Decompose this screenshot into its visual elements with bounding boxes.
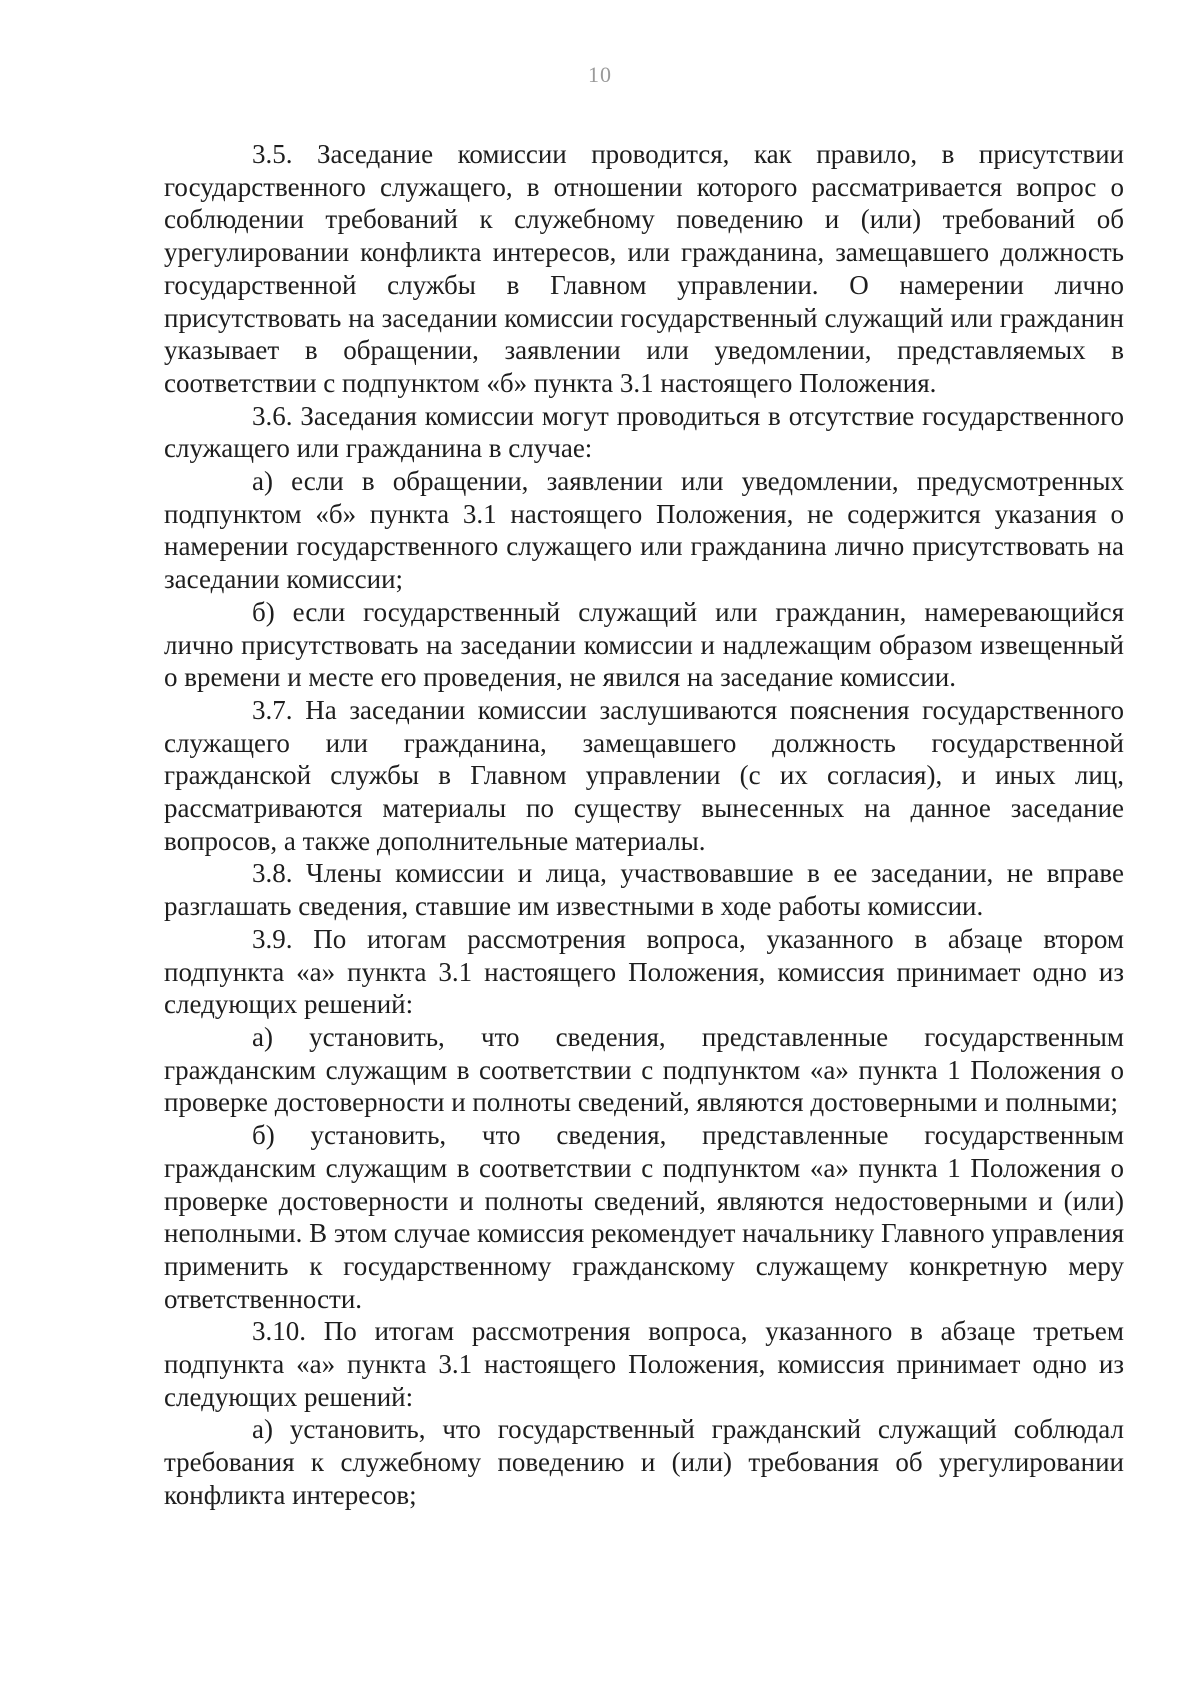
paragraph-3-6-b: б) если государственный служащий или гражданин, намеревающийся лично присутствовать на заседании комиссии и надлежащим образом извещенный о времени и месте его проведения, не явился на заседание комиссии. xyxy=(164,596,1124,693)
paragraph-3-9-a: а) установить, что сведения, представленные государственным гражданским служащим в соответствии с подпунктом «а» пункта 1 Положения о проверке достоверности и полноты сведений, являются достоверными и полными; xyxy=(164,1021,1124,1118)
paragraph-3-6-a: а) если в обращении, заявлении или уведомлении, предусмотренных подпунктом «б» пункта 3.1 настоящего Положения, не содержится указания о намерении государственного служащего или гражданина лично присутствовать на заседании комиссии; xyxy=(164,466,1124,595)
document-body xyxy=(164,138,1124,1512)
paragraph-3-5: 3.5. Заседание комиссии проводится, как правило, в присутствии государственного служащего, в отношении которого рассматривается вопрос о соблюдении требований к служебному поведению и (или) требований об урегулировании конфликта интересов, или гражданина, замещавшего должность государственной службы в Главном управлении. О намерении лично присутствовать на заседании комиссии государственный служащий или гражданин указывает в обращении, заявлении или уведомлении, представляемых в соответствии с подпунктом «б» пункта 3.1 настоящего Положения. xyxy=(164,139,1124,398)
paragraph-3-8: 3.8. Члены комиссии и лица, участвовавшие в ее заседании, не вправе разглашать сведения, ставшие им известными в ходе работы комиссии. xyxy=(164,858,1124,922)
paragraph-3-7: 3.7. На заседании комиссии заслушиваются пояснения государственного служащего или гражданина, замещавшего должность государственной гражданской службы в Главном управлении (с их согласия), и иных лиц, рассматриваются материалы по существу вынесенных на данное заседание вопросов, а также дополнительные материалы. xyxy=(164,694,1124,856)
paragraph-3-10: 3.10. По итогам рассмотрения вопроса, указанного в абзаце третьем подпункта «а» пункта 3.1 настоящего Положения, комиссия принимает одно из следующих решений: xyxy=(164,1316,1124,1412)
paragraph-3-10-a: а) установить, что государственный гражданский служащий соблюдал требования к служебному поведению и (или) требования об урегулировании конфликта интересов; xyxy=(164,1414,1124,1510)
paragraph-3-6: 3.6. Заседания комиссии могут проводиться в отсутствие государственного служащего или гражданина в случае: xyxy=(164,400,1124,464)
page-number: 10 xyxy=(588,62,612,87)
paragraph-3-9-b: б) установить, что сведения, представленные государственным гражданским служащим в соответствии с подпунктом «а» пункта 1 Положения о проверке достоверности и полноты сведений, являются недостоверными и (или) неполными. В этом случае комиссия рекомендует начальнику Главного управления применить к государственному гражданскому служащему конкретную меру ответственности. xyxy=(164,1120,1124,1314)
paragraph-3-9: 3.9. По итогам рассмотрения вопроса, указанного в абзаце втором подпункта «а» пункта 3.1 настоящего Положения, комиссия принимает одно из следующих решений: xyxy=(164,923,1124,1020)
